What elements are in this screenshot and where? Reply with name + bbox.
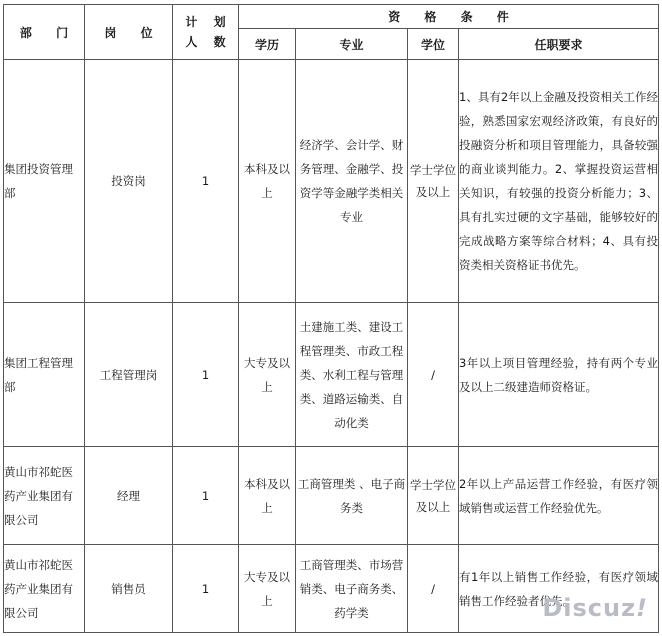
header-major: 专业 [296,29,408,60]
cell-count: 1 [173,60,239,303]
cell-position: 销售员 [85,545,173,633]
table-row [4,303,659,447]
cell-major: 工商管理类、市场营销类、电子商务类、药学类 [296,545,408,633]
cell-major: 工商管理类 、电子商务类 [296,447,408,545]
cell-position: 工程管理岗 [85,303,173,447]
header-row-1 [4,5,659,29]
watermark-bang: ! [636,594,648,622]
cell-count: 1 [173,303,239,447]
cell-requirements: 3年以上项目管理经验，持有两个专业及以上二级建造师资格证。 [459,303,659,447]
cell-dept: 黄山市祁蛇医药产业集团有限公司 [4,545,85,633]
cell-requirements: 有1年以上销售工作经验，有医疗领域销售工作经验者优先。 [459,545,659,633]
header-count-line2: 人 数 [185,35,232,49]
cell-degree: / [408,545,459,633]
table-row [4,447,659,545]
cell-dept: 集团工程管理部 [4,303,85,447]
cell-degree: 学士学位及以上 [408,60,459,303]
header-position: 岗 位 [85,5,173,60]
table-row [4,60,659,303]
cell-degree: / [408,303,459,447]
cell-education: 本科及以上 [239,447,296,545]
cell-education: 大专及以上 [239,303,296,447]
cell-requirements: 1、具有2年以上金融及投资相关工作经验，熟悉国家宏观经济政策，有良好的投融资分析和项目管理能力，具备较强的商业谈判能力。2、掌握投资运营相关知识，有较强的投资分析能力；3、具有扎实过硬的文字基础，能够较好的完成战略方案等综合材料；4、具有投资类相关资格证书优先。 [459,60,659,303]
cell-major: 经济学、会计学、财务管理、金融学、投资学等金融学类相关专业 [296,60,408,303]
header-qualifications: 资 格 条 件 [239,5,659,29]
cell-dept: 集团投资管理部 [4,60,85,303]
cell-dept: 黄山市祁蛇医药产业集团有限公司 [4,447,85,545]
cell-education: 本科及以上 [239,60,296,303]
header-count-line1: 计 划 [185,15,232,29]
header-count [173,5,239,60]
cell-requirements: 2年以上产品运营工作经验，有医疗领域销售或运营工作经验优先。 [459,447,659,545]
header-requirements: 任职要求 [459,29,659,60]
cell-position: 经理 [85,447,173,545]
cell-count: 1 [173,545,239,633]
watermark-text: Discuz [542,594,637,622]
header-dept: 部 门 [4,5,85,60]
header-degree: 学位 [408,29,459,60]
recruitment-table [3,4,659,633]
cell-count: 1 [173,447,239,545]
cell-major: 土建施工类、建设工程管理类、市政工程类、水利工程与管理类、道路运输类、自动化类 [296,303,408,447]
cell-position: 投资岗 [85,60,173,303]
header-education: 学历 [239,29,296,60]
cell-degree: 学士学位及以上 [408,447,459,545]
discuz-watermark [542,594,648,622]
cell-education: 大专及以上 [239,545,296,633]
